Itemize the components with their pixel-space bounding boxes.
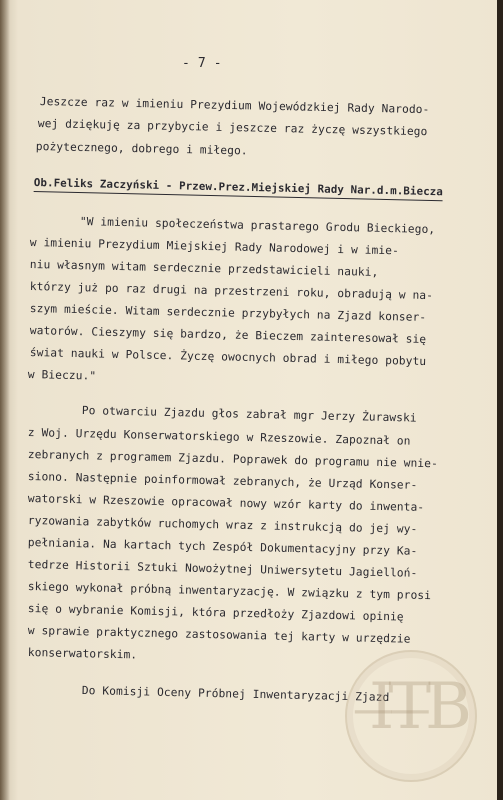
page-edge (497, 0, 503, 800)
text-line: konserwatorskim. (27, 646, 138, 662)
text-line: siono. Następnie poinformował zebranych, że Urząd Konser- (27, 470, 418, 492)
text-line: zebranych z programem Zjazdu. Poprawek do programu nie wnie- (27, 448, 439, 471)
text-line: świat nauki w Polsce. Życzę owocnych obrad i miłego pobytu (29, 346, 427, 368)
text-line: watorski w Rzeszowie opracował nowy wzór karty do inwenta- (27, 492, 425, 514)
text-line: Po otwarciu Zjazdu głos zabrał mgr Jerzy Żurawski (81, 404, 417, 425)
page-number: - 7 - (182, 56, 222, 71)
binding-shadow (0, 0, 10, 800)
text-line: skiego wykonał próbną inwentaryzację. W związku z tym prosi (27, 580, 432, 603)
archive-stamp (345, 650, 477, 782)
text-line: w Bieczu." (27, 368, 97, 383)
text-line: tedrze Historii Sztuki Nowożytnej Uniwersytetu Jagielloń- (27, 558, 418, 580)
text-line: watorów. Cieszymy się bardzo, że Bieczem zainteresował się (29, 324, 427, 346)
text-line: w sprawie praktycznego zastosowania tej karty w urzędzie (27, 624, 411, 646)
text-line: wej dziękuję za przybycie i jeszcze raz życzę wszystkiego (37, 117, 428, 139)
text-line: "W imieniu społeczeństwa prastarego Grodu Bieckiego, (79, 215, 436, 237)
text-line: Do Komisji Oceny Próbnej Inwentaryzacji Zjazd (81, 684, 390, 704)
text-line: niu własnym witam serdecznie przedstawicieli nauki, (29, 258, 379, 279)
text-line: z Woj. Urzędu Konserwatorskiego w Rzeszowie. Zapoznał on (27, 426, 411, 448)
speaker-heading: Ob.Feliks Zaczyński - Przew.Prez.Miejskiej Rady Nar.d.m.Biecza (34, 176, 443, 201)
text-line: ryzowania zabytków ruchomych wraz z instrukcją do jej wy- (27, 514, 418, 536)
text-line: szym mieście. Witam serdecznie przybyłych na Zjazd konser- (29, 302, 427, 324)
text-line: pełniania. Na kartach tych Zespół Dokumentacyjny przy Ka- (27, 536, 418, 558)
text-line: którzy już po raz drugi na przestrzeni roku, obradują w na- (29, 280, 434, 303)
stamp-monogram: I̶T̶B (369, 670, 466, 744)
text-line: w imieniu Prezydium Miejskiej Rady Narodowej i w imie- (29, 236, 400, 258)
text-line: Jeszcze raz w imieniu Prezydium Wojewódzkiej Rady Narodo- (39, 95, 430, 117)
text-line: pożytecznego, dobrego i miłego. (35, 140, 248, 158)
text-line: się o wybranie Komisji, która przedłoży Zjazdowi opinię (27, 602, 404, 624)
